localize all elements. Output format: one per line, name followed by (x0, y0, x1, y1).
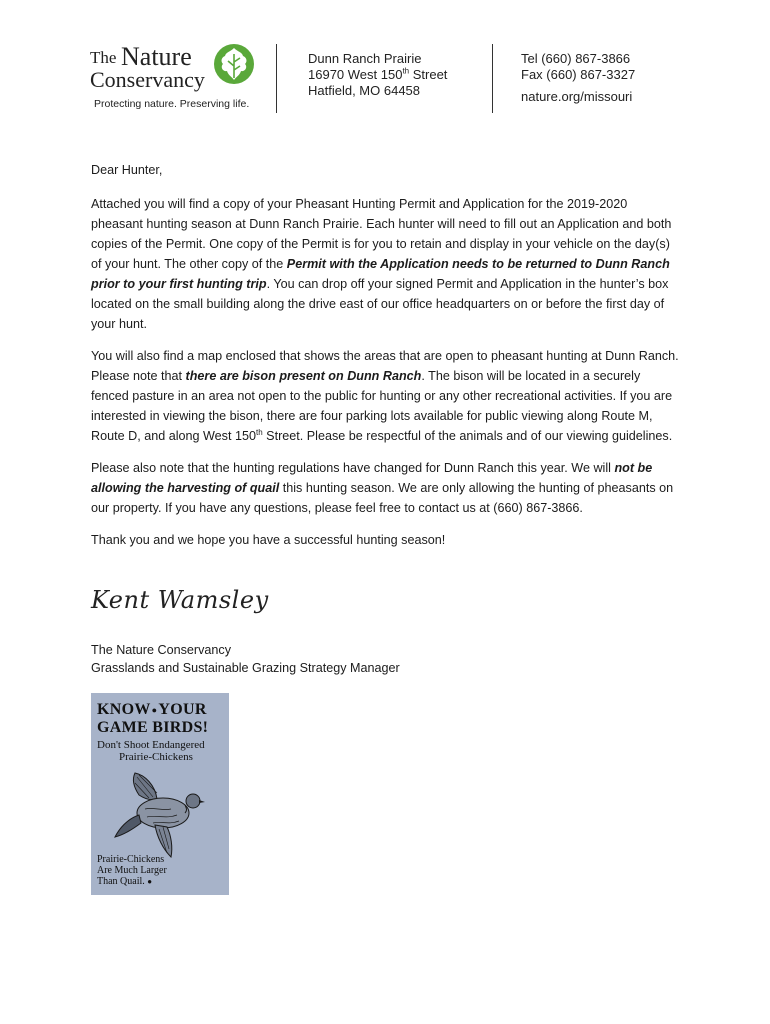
header-divider-right (492, 44, 493, 113)
signer-title: Grasslands and Sustainable Grazing Strategy Manager (91, 661, 400, 675)
paragraph-thanks: Thank you and we hope you have a successful hunting season! (91, 533, 446, 547)
office-address (308, 51, 447, 99)
dot-icon: ● (147, 877, 153, 886)
header-divider-left (276, 44, 277, 113)
nature-conservancy-logo (90, 42, 262, 114)
address-street: 16970 West 150th Street (308, 66, 448, 82)
paragraph-regulations: Please also note that the hunting regulations have changed for Dunn Ranch this year. We will not be allowing the harvesting of quail this hunting season. We are only allowing the hunting of pheasants on our property. If you have any questions, please feel free to contact us at (660) 867-3866. (91, 461, 674, 515)
paragraph-bison: You will also find a map enclosed that shows the areas that are open to pheasant hunting at Dunn Ranch. Please note that there are bison present on Dunn Ranch. The bison will be located in a securely fenced pasture in an area not open to the public for hunting or any other recreational activities. If you are interested in viewing the bison, there are four parking lots available for public viewing along Route M, Route D, and along West 150th Street. Please be respectful of the animals and of our viewing guidelines. (91, 349, 679, 443)
signer-organization: The Nature Conservancy (91, 643, 231, 657)
address-name: Dunn Ranch Prairie (308, 51, 422, 66)
signature-block (91, 641, 400, 677)
poster-footer: Prairie-Chickens Are Much Larger Than Quail. ● (97, 854, 167, 887)
logo-tagline: Protecting nature. Preserving life. (94, 98, 250, 110)
logo-the: The (90, 48, 117, 67)
poster-title: KNOW●YOUR GAME BIRDS! (97, 701, 209, 736)
poster-subtitle: Don't Shoot Endangered Prairie-Chickens (97, 739, 205, 763)
logo-conservancy: Conservancy (90, 67, 205, 92)
oak-leaf-icon (212, 42, 256, 86)
game-birds-poster (91, 693, 229, 895)
prairie-chicken-illustration (105, 763, 217, 863)
paragraph-permit: Attached you will find a copy of your Pheasant Hunting Permit and Application for the 2019-2020 pheasant hunting season at Dunn Ranch Prairie. Each hunter will need to fill out an Application and both copies of the Permit. One copy of the Permit is for you to retain and display in your vehicle on the day(s) of your hunt. The other copy of the Permit with the Application needs to be returned to Dunn Ranch prior to your first hunting trip. You can drop off your signed Permit and Application in the hunter’s box located on the small building along the drive east of our office headquarters on or before the first day of your hunt. (91, 197, 672, 331)
address-city: Hatfield, MO 64458 (308, 83, 421, 98)
contact-tel: Tel (660) 867-3866 (521, 51, 631, 66)
contact-fax: Fax (660) 867-3327 (521, 67, 636, 82)
greeting: Dear Hunter, (91, 163, 163, 177)
logo-nature: Nature (121, 42, 192, 71)
contact-info (521, 51, 635, 105)
signature: Kent Wamsley (91, 586, 269, 614)
dot-icon: ● (151, 704, 158, 715)
letter-body (91, 160, 681, 562)
contact-website-link[interactable]: nature.org/missouri (521, 89, 633, 104)
